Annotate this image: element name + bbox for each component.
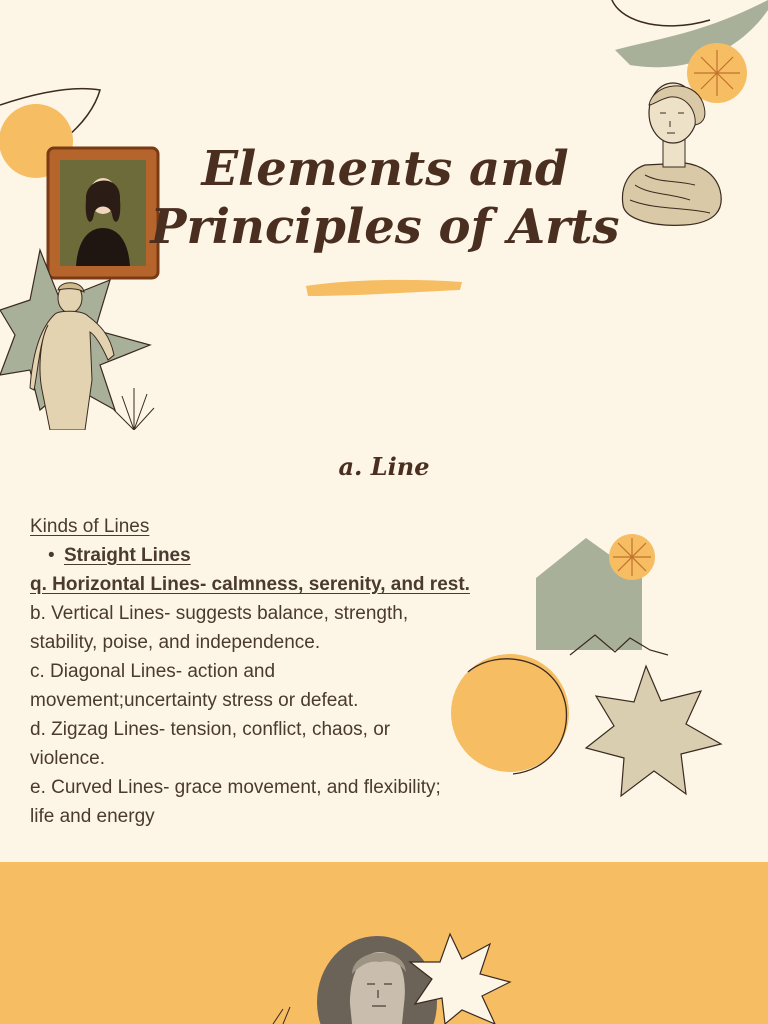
- orange-circle-decoration: [448, 652, 573, 774]
- list-item: movement;uncertainty stress or defeat.: [30, 690, 359, 711]
- list-item: stability, poise, and independence.: [30, 632, 321, 653]
- list-item: q. Horizontal Lines- calmness, serenity, and rest.: [30, 574, 470, 595]
- straight-lines-bullet: [30, 541, 530, 570]
- list-item: e. Curved Lines- grace movement, and flexibility;: [30, 777, 441, 798]
- bust-statue-illustration: [615, 75, 730, 230]
- cream-star-decoration: [410, 934, 510, 1024]
- brush-stroke-underline: [304, 276, 464, 298]
- page-title: [150, 140, 620, 256]
- title-line-2: Principles of Arts: [150, 199, 620, 255]
- list-item: violence.: [30, 748, 105, 769]
- section-heading: a. Line: [338, 452, 430, 481]
- next-slide-preview: [0, 862, 768, 1024]
- list-item: c. Diagonal Lines- action and: [30, 661, 276, 682]
- straight-lines-label: Straight Lines: [64, 545, 191, 566]
- kinds-label: Kinds of Lines: [30, 516, 150, 537]
- sketch-line-decoration: [268, 1007, 298, 1024]
- list-item: b. Vertical Lines- suggests balance, strength,: [30, 603, 409, 624]
- mountain-line-decoration: [570, 630, 670, 660]
- content-slide: [0, 430, 768, 862]
- sun-icon: [606, 532, 658, 582]
- title-slide: [0, 0, 768, 430]
- list-item: life and energy: [30, 806, 155, 827]
- statue-head-photo-illustration: [342, 944, 412, 1024]
- title-line-1: Elements and: [201, 141, 569, 197]
- statue-of-david-illustration: [30, 280, 125, 430]
- list-item: d. Zigzag Lines- tension, conflict, chaos, or: [30, 719, 391, 740]
- beige-star-decoration: [586, 666, 721, 796]
- grass-sketch-decoration: [112, 388, 157, 430]
